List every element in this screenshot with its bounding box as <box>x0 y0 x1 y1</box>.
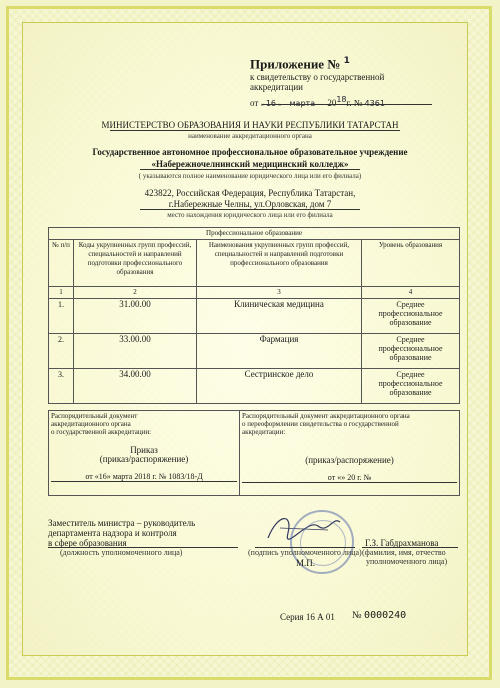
institution-underline <box>140 169 360 170</box>
table-row <box>49 334 460 369</box>
institution-line-2: «Набережночелнинский медицинский колледж» <box>151 159 349 169</box>
appendix-number: 1 <box>343 56 350 66</box>
name-caption-2: уполномоченного лица) <box>366 557 448 566</box>
address-underline <box>140 209 360 210</box>
address-line-2: г.Набережные Челны, ул.Орловская, дом 7 <box>168 199 332 209</box>
row-no: 2. <box>49 334 74 369</box>
address-caption: место нахождения юридического лица или его филиала <box>167 211 333 219</box>
row-level: Среднее профессиональное образование <box>362 299 460 334</box>
row-code: 33.00.00 <box>74 334 197 369</box>
col-header-code: Коды укрупненных групп профессий, специальностей и направлений подготовки профессионального образования <box>74 240 197 287</box>
institution-line-1: Государственное автономное профессиональное образовательное учреждение <box>92 147 408 157</box>
institution-caption: ( указываются полное наименование юридического лица или его филиала) <box>138 172 362 180</box>
admin-docs-table <box>48 410 460 496</box>
row-no: 1. <box>49 299 74 334</box>
row-name: Сестринское дело <box>197 369 362 404</box>
signer-position-2: департамента надзора и контроля <box>48 528 177 538</box>
organ-caption: наименование аккредитационного органа <box>188 132 312 140</box>
table-row <box>49 369 460 404</box>
appendix-subtitle-2: аккредитации <box>250 82 303 92</box>
organ-underline <box>110 130 400 131</box>
col-header-name: Наименования укрупненных групп профессий, специальностей и направлений подготовки профессионального образования <box>197 240 362 287</box>
signer-name: Г.З. Габдрахманова <box>365 538 439 548</box>
appendix-date-line: от « 16 » марта 2018г. № 4361 <box>250 95 385 108</box>
table-row <box>49 299 460 334</box>
admin-left-cell: Распорядительный документ аккредитационного органа о государственной аккредитации: Приказ (приказ/распоряжение) от «16» марта 2018 г. № 1083/18-Д <box>49 411 240 496</box>
signature-caption: (подпись уполномоченного лица) <box>248 548 362 557</box>
appendix-subtitle-1: к свидетельству о государственной <box>250 72 385 82</box>
signer-position-3: в сфере образования <box>48 538 127 548</box>
row-name: Фармация <box>197 334 362 369</box>
admin-right-caption: (приказ/распоряжение) <box>305 455 394 465</box>
date-day: 16 <box>265 99 277 108</box>
row-code: 34.00.00 <box>74 369 197 404</box>
table-section-title: Профессиональное образование <box>49 228 460 240</box>
row-level: Среднее профессиональное образование <box>362 369 460 404</box>
admin-left-doc: Приказ <box>130 445 158 455</box>
admin-left-date: от «16» марта 2018 г. № 1083/18-Д <box>51 472 237 482</box>
row-no: 3. <box>49 369 74 404</box>
col-num: 3 <box>197 287 362 299</box>
col-num: 1 <box>49 287 74 299</box>
doc-number: 4361 <box>364 99 385 108</box>
programs-table <box>48 227 460 404</box>
stamp-place-label: М.П. <box>296 558 316 568</box>
admin-left-caption: (приказ/распоряжение) <box>99 454 189 464</box>
position-caption: (должность уполномоченного лица) <box>60 548 183 557</box>
address-line-1: 423822, Российская Федерация, Республика Татарстан, <box>144 188 356 198</box>
row-level: Среднее профессиональное образование <box>362 334 460 369</box>
admin-right-cell: Распорядительный документ аккредитационного органа о переоформлении свидетельства о государственной аккредитации: (приказ/распоряжение) от «» 20 г. № <box>240 411 460 496</box>
date-year: 18 <box>336 95 347 104</box>
col-header-level: Уровень образования <box>362 240 460 287</box>
row-name: Клиническая медицина <box>197 299 362 334</box>
col-num: 2 <box>74 287 197 299</box>
series-label: Серия 16 А 01 <box>280 612 335 622</box>
serial-number: № 0000240 <box>352 610 407 621</box>
name-caption-1: (фамилия, имя, отчество <box>362 548 446 557</box>
row-code: 31.00.00 <box>74 299 197 334</box>
date-underline <box>262 104 432 105</box>
appendix-title: Приложение № $^1$ <box>250 56 350 72</box>
col-num: 4 <box>362 287 460 299</box>
signer-position-1: Заместитель министра – руководитель <box>48 518 196 528</box>
accreditation-organ-name: МИНИСТЕРСТВО ОБРАЗОВАНИЯ И НАУКИ РЕСПУБЛИКИ ТАТАРСТАН <box>101 120 399 130</box>
col-header-no: № п/п <box>49 240 74 287</box>
admin-right-date: от «» 20 г. № <box>242 473 457 483</box>
date-month: марта <box>289 99 316 108</box>
